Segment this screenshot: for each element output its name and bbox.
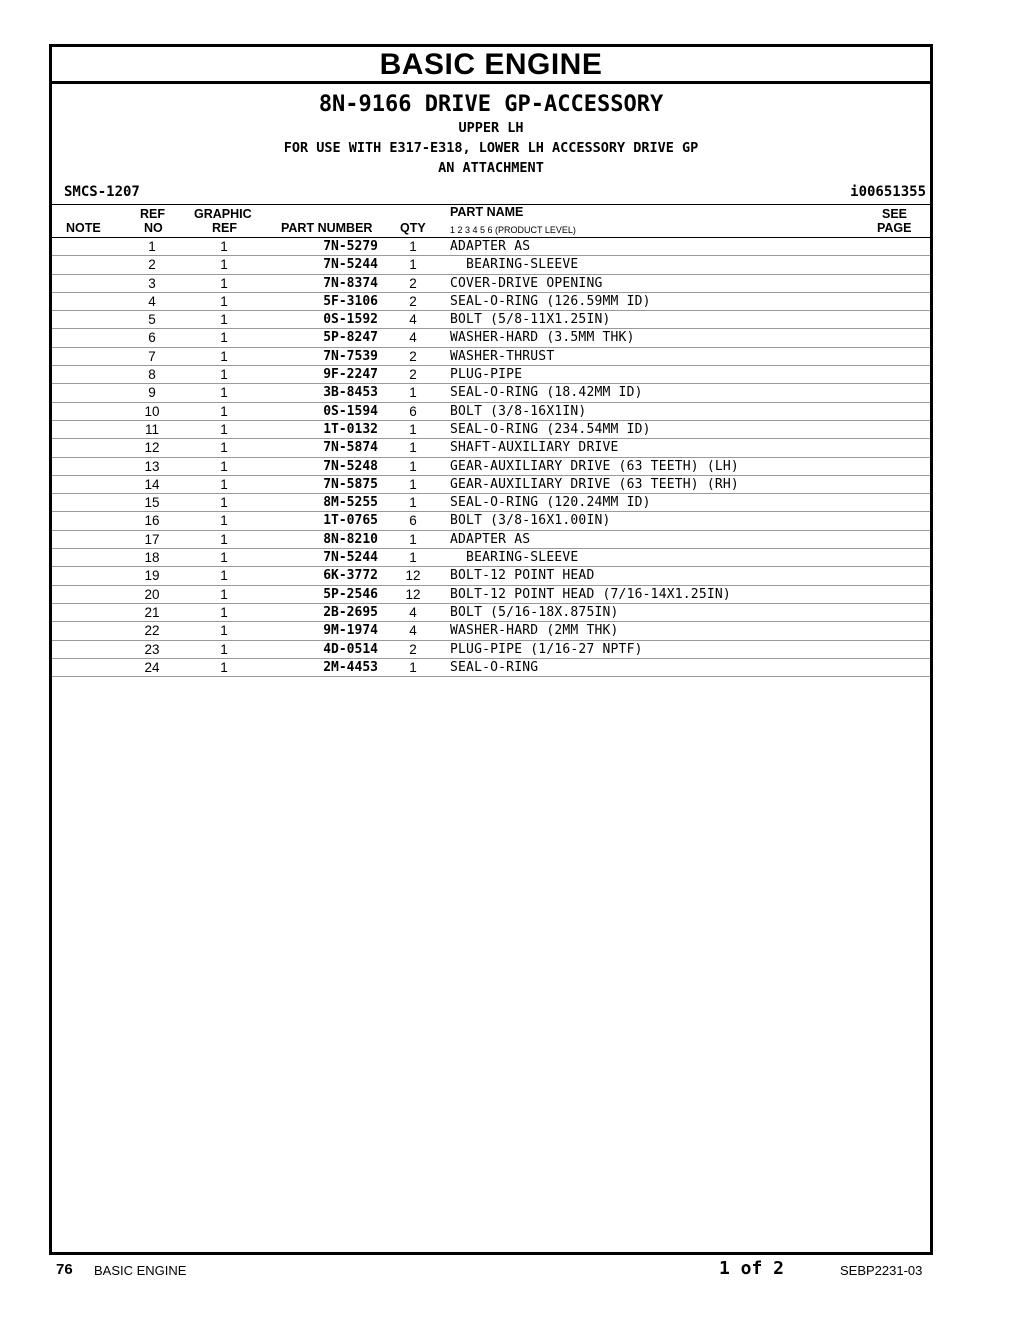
- qty-cell: 1: [409, 476, 417, 492]
- col-part-number-header: PART NUMBER: [281, 221, 373, 235]
- page-frame: [49, 44, 933, 1255]
- parts-table-body: [52, 238, 930, 677]
- part-number-cell: 3B-8453: [323, 385, 378, 401]
- part-number-cell: 5P-8247: [323, 330, 378, 346]
- qty-cell: 4: [409, 330, 417, 346]
- graphic-ref-cell: 1: [220, 458, 228, 474]
- ref-no-cell: 24: [144, 659, 160, 675]
- table-row: [52, 348, 930, 366]
- table-row: [52, 403, 930, 421]
- part-number-cell: 5F-3106: [323, 293, 378, 309]
- section-banner: BASIC ENGINE: [52, 47, 930, 84]
- table-row: [52, 256, 930, 274]
- ref-no-cell: 10: [144, 403, 160, 419]
- table-row: [52, 329, 930, 347]
- qty-cell: 2: [409, 367, 417, 383]
- part-number-cell: 9F-2247: [323, 367, 378, 383]
- graphic-ref-cell: 1: [220, 275, 228, 291]
- table-row: [52, 275, 930, 293]
- graphic-ref-cell: 1: [220, 421, 228, 437]
- table-row: [52, 622, 930, 640]
- part-name-cell: GEAR-AUXILIARY DRIVE (63 TEETH) (LH): [450, 458, 739, 474]
- ref-no-cell: 17: [144, 531, 160, 547]
- group-subtitle-2: FOR USE WITH E317-E318, LOWER LH ACCESSORY DRIVE GP: [283, 140, 699, 156]
- qty-cell: 4: [409, 604, 417, 620]
- table-header: [52, 205, 930, 238]
- group-subtitle-1: UPPER LH: [458, 120, 524, 136]
- part-number-cell: 0S-1592: [323, 312, 378, 328]
- illustration-id: i00651355: [850, 184, 926, 200]
- part-name-cell: BOLT-12 POINT HEAD: [450, 568, 595, 584]
- part-number-cell: 8M-5255: [323, 495, 378, 511]
- table-row: [52, 549, 930, 567]
- qty-cell: 1: [409, 257, 417, 273]
- qty-cell: 2: [409, 293, 417, 309]
- ref-no-cell: 12: [144, 440, 160, 456]
- code-row: [52, 180, 930, 205]
- qty-cell: 1: [409, 531, 417, 547]
- qty-cell: 12: [405, 586, 421, 602]
- part-number-cell: 7N-5875: [323, 476, 378, 492]
- part-number-cell: 5P-2546: [323, 586, 378, 602]
- qty-cell: 1: [409, 239, 417, 254]
- ref-no-cell: 20: [144, 586, 160, 602]
- qty-cell: 1: [409, 550, 417, 566]
- part-name-cell: BEARING-SLEEVE: [450, 257, 579, 273]
- qty-cell: 1: [409, 495, 417, 511]
- qty-cell: 1: [409, 458, 417, 474]
- ref-no-cell: 13: [144, 458, 160, 474]
- part-name-cell: PLUG-PIPE (1/16-27 NPTF): [450, 641, 643, 657]
- footer-page-of: 1 of 2: [719, 1258, 785, 1279]
- table-row: [52, 421, 930, 439]
- graphic-ref-cell: 1: [220, 293, 228, 309]
- col-part-name-header: PART NAME: [450, 205, 524, 219]
- graphic-ref-cell: 1: [220, 568, 228, 584]
- part-name-cell: SEAL-O-RING (18.42MM ID): [450, 385, 643, 401]
- footer-section: BASIC ENGINE: [94, 1263, 187, 1278]
- table-row: [52, 293, 930, 311]
- table-row: [52, 586, 930, 604]
- part-name-cell: PLUG-PIPE: [450, 367, 523, 383]
- graphic-ref-cell: 1: [220, 330, 228, 346]
- ref-no-cell: 2: [148, 257, 156, 273]
- table-row: [52, 659, 930, 677]
- table-row: [52, 476, 930, 494]
- graphic-ref-cell: 1: [220, 513, 228, 529]
- graphic-ref-cell: 1: [220, 550, 228, 566]
- ref-no-cell: 21: [144, 604, 160, 620]
- part-number-cell: 7N-5248: [323, 458, 378, 474]
- part-number-cell: 9M-1974: [323, 623, 378, 639]
- group-title-block: [52, 92, 930, 178]
- table-row: [52, 512, 930, 530]
- part-name-cell: BEARING-SLEEVE: [450, 550, 579, 566]
- qty-cell: 2: [409, 275, 417, 291]
- graphic-ref-cell: 1: [220, 623, 228, 639]
- col-note-header: NOTE: [66, 221, 101, 235]
- product-level-legend: 1 2 3 4 5 6 (PRODUCT LEVEL): [450, 225, 576, 235]
- qty-cell: 1: [409, 421, 417, 437]
- part-name-cell: SEAL-O-RING (120.24MM ID): [450, 495, 651, 511]
- qty-cell: 2: [409, 641, 417, 657]
- part-name-cell: SHAFT-AUXILIARY DRIVE: [450, 440, 619, 456]
- part-name-cell: BOLT-12 POINT HEAD (7/16-14X1.25IN): [450, 586, 731, 602]
- ref-no-cell: 1: [148, 239, 156, 254]
- part-name-cell: ADAPTER AS: [450, 239, 531, 254]
- graphic-ref-cell: 1: [220, 659, 228, 675]
- qty-cell: 6: [409, 513, 417, 529]
- part-name-cell: SEAL-O-RING (126.59MM ID): [450, 293, 651, 309]
- ref-no-cell: 3: [148, 275, 156, 291]
- graphic-ref-cell: 1: [220, 385, 228, 401]
- graphic-ref-cell: 1: [220, 604, 228, 620]
- part-name-cell: WASHER-THRUST: [450, 348, 555, 364]
- table-row: [52, 458, 930, 476]
- ref-no-cell: 15: [144, 495, 160, 511]
- table-row: [52, 311, 930, 329]
- part-name-cell: COVER-DRIVE OPENING: [450, 275, 603, 291]
- graphic-ref-cell: 1: [220, 367, 228, 383]
- graphic-ref-cell: 1: [220, 257, 228, 273]
- col-graphic-header-bottom: REF: [212, 221, 237, 235]
- ref-no-cell: 6: [148, 330, 156, 346]
- part-number-cell: 1T-0132: [323, 421, 378, 437]
- col-ref-header-top: REF: [140, 207, 165, 221]
- graphic-ref-cell: 1: [220, 239, 228, 254]
- ref-no-cell: 9: [148, 385, 156, 401]
- part-name-cell: WASHER-HARD (2MM THK): [450, 623, 619, 639]
- part-number-cell: 7N-5244: [323, 550, 378, 566]
- ref-no-cell: 8: [148, 367, 156, 383]
- part-name-cell: BOLT (5/8-11X1.25IN): [450, 312, 611, 328]
- part-number-cell: 1T-0765: [323, 513, 378, 529]
- table-row: [52, 567, 930, 585]
- part-name-cell: BOLT (5/16-18X.875IN): [450, 604, 619, 620]
- qty-cell: 4: [409, 623, 417, 639]
- ref-no-cell: 7: [148, 348, 156, 364]
- table-row: [52, 439, 930, 457]
- graphic-ref-cell: 1: [220, 586, 228, 602]
- part-number-cell: 4D-0514: [323, 641, 378, 657]
- part-number-cell: 7N-5244: [323, 257, 378, 273]
- qty-cell: 12: [405, 568, 421, 584]
- part-number-cell: 7N-5874: [323, 440, 378, 456]
- ref-no-cell: 22: [144, 623, 160, 639]
- col-see-header-bottom: PAGE: [877, 221, 912, 235]
- part-name-cell: GEAR-AUXILIARY DRIVE (63 TEETH) (RH): [450, 476, 739, 492]
- footer-document-id: SEBP2231-03: [840, 1263, 923, 1278]
- graphic-ref-cell: 1: [220, 531, 228, 547]
- table-row: [52, 366, 930, 384]
- ref-no-cell: 16: [144, 513, 160, 529]
- graphic-ref-cell: 1: [220, 312, 228, 328]
- graphic-ref-cell: 1: [220, 348, 228, 364]
- ref-no-cell: 14: [144, 476, 160, 492]
- qty-cell: 6: [409, 403, 417, 419]
- graphic-ref-cell: 1: [220, 440, 228, 456]
- footer-page-number: 76: [56, 1261, 73, 1278]
- graphic-ref-cell: 1: [220, 403, 228, 419]
- part-number-cell: 7N-7539: [323, 348, 378, 364]
- qty-cell: 1: [409, 385, 417, 401]
- part-name-cell: ADAPTER AS: [450, 531, 531, 547]
- ref-no-cell: 5: [148, 312, 156, 328]
- table-row: [52, 531, 930, 549]
- page-footer: [0, 1258, 1020, 1282]
- col-qty-header: QTY: [400, 221, 426, 235]
- part-number-cell: 0S-1594: [323, 403, 378, 419]
- table-row: [52, 384, 930, 402]
- table-row: [52, 238, 930, 256]
- graphic-ref-cell: 1: [220, 476, 228, 492]
- ref-no-cell: 19: [144, 568, 160, 584]
- qty-cell: 1: [409, 659, 417, 675]
- group-subtitle-3: AN ATTACHMENT: [438, 160, 544, 176]
- ref-no-cell: 11: [144, 421, 159, 437]
- col-ref-header-bottom: NO: [144, 221, 163, 235]
- smcs-code: SMCS-1207: [64, 184, 140, 200]
- part-name-cell: WASHER-HARD (3.5MM THK): [450, 330, 635, 346]
- ref-no-cell: 23: [144, 641, 160, 657]
- part-name-cell: SEAL-O-RING: [450, 659, 539, 675]
- graphic-ref-cell: 1: [220, 641, 228, 657]
- col-graphic-header-top: GRAPHIC: [194, 207, 252, 221]
- qty-cell: 1: [409, 440, 417, 456]
- part-number-cell: 2B-2695: [323, 604, 378, 620]
- part-number-cell: 2M-4453: [323, 659, 378, 675]
- table-row: [52, 494, 930, 512]
- part-number-cell: 8N-8210: [323, 531, 378, 547]
- part-number-cell: 7N-8374: [323, 275, 378, 291]
- group-title: 8N-9166 DRIVE GP-ACCESSORY: [318, 92, 664, 117]
- part-name-cell: BOLT (3/8-16X1IN): [450, 403, 587, 419]
- ref-no-cell: 18: [144, 550, 160, 566]
- table-row: [52, 604, 930, 622]
- part-name-cell: BOLT (3/8-16X1.00IN): [450, 513, 611, 529]
- col-see-header-top: SEE: [882, 207, 908, 221]
- table-row: [52, 641, 930, 659]
- qty-cell: 2: [409, 348, 417, 364]
- part-number-cell: 6K-3772: [323, 568, 378, 584]
- qty-cell: 4: [409, 312, 417, 328]
- ref-no-cell: 4: [148, 293, 156, 309]
- part-name-cell: SEAL-O-RING (234.54MM ID): [450, 421, 651, 437]
- part-number-cell: 7N-5279: [323, 239, 378, 254]
- graphic-ref-cell: 1: [220, 495, 228, 511]
